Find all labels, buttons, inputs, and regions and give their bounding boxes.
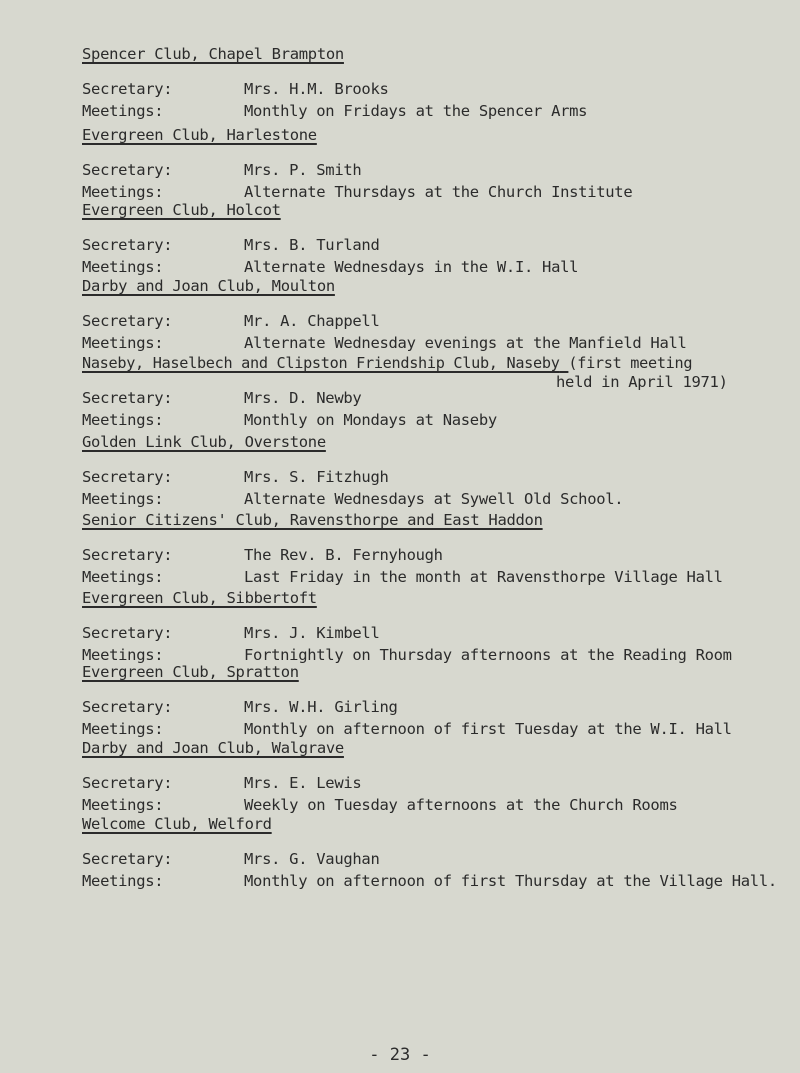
meetings-label: Meetings: bbox=[82, 796, 164, 814]
secretary-name: Mrs. D. Newby bbox=[244, 389, 362, 407]
club-entry bbox=[82, 201, 782, 278]
meetings-info: Alternate Wednesdays in the W.I. Hall bbox=[244, 258, 579, 276]
club-title-note-continuation: held in April 1971) bbox=[556, 373, 728, 391]
club-entry bbox=[82, 663, 782, 740]
secretary-label: Secretary: bbox=[82, 698, 173, 716]
secretary-label: Secretary: bbox=[82, 389, 173, 407]
meetings-info: Alternate Wednesday evenings at the Manfield Hall bbox=[244, 334, 687, 352]
club-entry bbox=[82, 45, 782, 122]
club-title: Evergreen Club, Harlestone bbox=[82, 126, 317, 144]
secretary-name: Mrs. J. Kimbell bbox=[244, 624, 380, 642]
meetings-label: Meetings: bbox=[82, 334, 164, 352]
secretary-name: Mrs. W.H. Girling bbox=[244, 698, 398, 716]
club-title-note: (first meeting bbox=[568, 354, 693, 372]
club-entry bbox=[82, 511, 782, 588]
club-entry bbox=[82, 815, 782, 914]
meetings-label: Meetings: bbox=[82, 872, 164, 890]
meetings-label: Meetings: bbox=[82, 183, 164, 201]
club-entry bbox=[82, 126, 782, 203]
meetings-label: Meetings: bbox=[82, 646, 164, 664]
meetings-info: Alternate Thursdays at the Church Institute bbox=[244, 183, 633, 201]
meetings-label: Meetings: bbox=[82, 411, 164, 429]
club-title: Evergreen Club, Sibbertoft bbox=[82, 589, 317, 607]
meetings-info: Fortnightly on Thursday afternoons at the Reading Room bbox=[244, 646, 732, 664]
meetings-info: Monthly on Fridays at the Spencer Arms bbox=[244, 102, 588, 120]
page-number: - 23 - bbox=[369, 1045, 431, 1065]
club-title: Evergreen Club, Spratton bbox=[82, 663, 299, 681]
club-title: Evergreen Club, Holcot bbox=[82, 201, 281, 219]
meetings-info: Monthly on Mondays at Naseby bbox=[244, 411, 497, 429]
secretary-name: Mrs. E. Lewis bbox=[244, 774, 362, 792]
secretary-name: Mrs. P. Smith bbox=[244, 161, 362, 179]
club-title: Darby and Joan Club, Walgrave bbox=[82, 739, 344, 757]
club-entry bbox=[82, 589, 782, 666]
club-title: Golden Link Club, Overstone bbox=[82, 433, 326, 451]
meetings-label: Meetings: bbox=[82, 490, 164, 508]
secretary-name: Mrs. H.M. Brooks bbox=[244, 80, 389, 98]
secretary-name: Mrs. G. Vaughan bbox=[244, 850, 380, 868]
secretary-label: Secretary: bbox=[82, 161, 173, 179]
secretary-label: Secretary: bbox=[82, 312, 173, 330]
secretary-name: Mr. A. Chappell bbox=[244, 312, 380, 330]
secretary-name: Mrs. B. Turland bbox=[244, 236, 380, 254]
secretary-label: Secretary: bbox=[82, 624, 173, 642]
meetings-label: Meetings: bbox=[82, 258, 164, 276]
club-entry bbox=[82, 739, 782, 816]
club-entry bbox=[82, 354, 782, 431]
secretary-name: Mrs. S. Fitzhugh bbox=[244, 468, 389, 486]
club-title: Welcome Club, Welford bbox=[82, 815, 272, 833]
meetings-info: Monthly on afternoon of first Tuesday at the W.I. Hall bbox=[244, 720, 732, 738]
secretary-label: Secretary: bbox=[82, 546, 173, 564]
meetings-info: Last Friday in the month at Ravensthorpe Village Hall bbox=[244, 568, 723, 586]
meetings-info: Weekly on Tuesday afternoons at the Church Rooms bbox=[244, 796, 678, 814]
meetings-info: Monthly on afternoon of first Thursday at the Village Hall. bbox=[244, 872, 777, 890]
club-entry bbox=[82, 277, 782, 354]
club-entry bbox=[82, 433, 782, 510]
secretary-label: Secretary: bbox=[82, 468, 173, 486]
secretary-name: The Rev. B. Fernyhough bbox=[244, 546, 443, 564]
meetings-label: Meetings: bbox=[82, 102, 164, 120]
meetings-info: Alternate Wednesdays at Sywell Old School. bbox=[244, 490, 624, 508]
secretary-label: Secretary: bbox=[82, 236, 173, 254]
meetings-label: Meetings: bbox=[82, 568, 164, 586]
secretary-label: Secretary: bbox=[82, 850, 173, 868]
club-title: Senior Citizens' Club, Ravensthorpe and East Haddon bbox=[82, 511, 543, 529]
club-title: Darby and Joan Club, Moulton bbox=[82, 277, 335, 295]
club-title: Spencer Club, Chapel Brampton bbox=[82, 45, 344, 63]
meetings-label: Meetings: bbox=[82, 720, 164, 738]
secretary-label: Secretary: bbox=[82, 774, 173, 792]
club-title: Naseby, Haselbech and Clipston Friendship Club, Naseby bbox=[82, 354, 560, 372]
secretary-label: Secretary: bbox=[82, 80, 173, 98]
